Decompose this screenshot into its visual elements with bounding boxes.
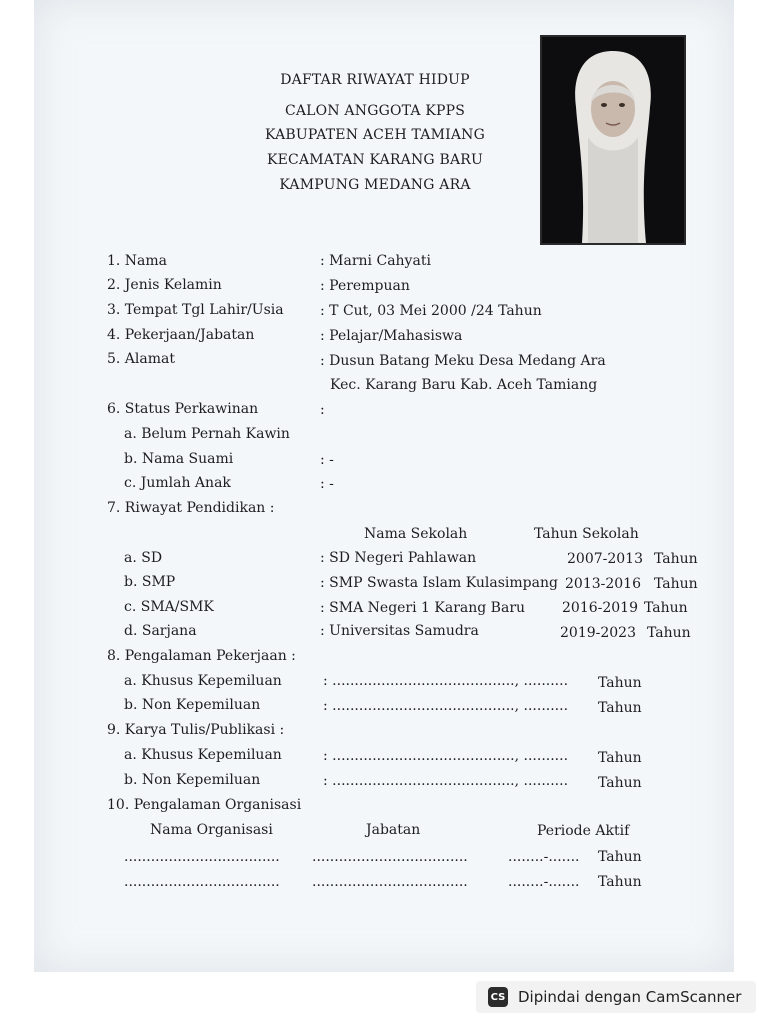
status-b-label: b. Nama Suami <box>124 451 234 467</box>
col-jabatan: Jabatan <box>366 822 421 838</box>
edu-years: 2019-2023 <box>560 625 636 641</box>
status-c-label: c. Jumlah Anak <box>124 475 231 491</box>
ttl-value: : T Cut, 03 Mei 2000 /24 Tahun <box>320 303 542 319</box>
ttl-label: 3. Tempat Tgl Lahir/Usia <box>107 302 284 318</box>
karya-label: 9. Karya Tulis/Publikasi : <box>107 722 285 738</box>
organisasi-label: 10. Pengalaman Organisasi <box>107 797 302 813</box>
edu-school: : SD Negeri Pahlawan <box>320 550 477 566</box>
header-line-2: CALON ANGGOTA KPPS <box>284 103 466 119</box>
edu-level: c. SMA/SMK <box>124 599 214 615</box>
jenis-kelamin-value: : Perempuan <box>320 278 410 294</box>
status-b-value: : - <box>320 452 334 468</box>
header-line-3: KABUPATEN ACEH TAMIANG <box>265 127 486 143</box>
pengalaman-a-unit: Tahun <box>598 675 642 691</box>
karya-a-label: a. Khusus Kepemiluan <box>124 747 282 763</box>
camscanner-label: Dipindai dengan CamScanner <box>518 988 742 1006</box>
edu-school: : Universitas Samudra <box>320 623 479 639</box>
pengalaman-b-blank: : ........................................., .......... <box>323 698 569 714</box>
org-row-2-nama: ................................... <box>124 874 280 890</box>
org-row-2-periode: ........-....... <box>508 874 580 890</box>
org-row-1-jabatan: ................................... <box>312 849 468 865</box>
pendidikan-label: 7. Riwayat Pendidikan : <box>107 500 275 516</box>
pengalaman-label: 8. Pengalaman Pekerjaan : <box>107 648 296 664</box>
edu-years: 2013-2016 <box>565 576 641 592</box>
org-row-1-nama: ................................... <box>124 849 280 865</box>
status-label: 6. Status Perkawinan <box>107 401 259 417</box>
org-row-1-unit: Tahun <box>598 849 642 865</box>
nama-label: 1. Nama <box>107 253 168 269</box>
pekerjaan-value: : Pelajar/Mahasiswa <box>320 328 463 344</box>
status-colon: : <box>320 402 325 418</box>
pengalaman-b-unit: Tahun <box>598 700 642 716</box>
edu-unit: Tahun <box>644 600 688 616</box>
edu-years: 2016-2019 <box>562 600 638 616</box>
org-row-2-unit: Tahun <box>598 874 642 890</box>
karya-b-unit: Tahun <box>598 775 642 791</box>
edu-level: d. Sarjana <box>124 623 197 639</box>
karya-b-blank: : ........................................., .......... <box>323 773 569 789</box>
karya-b-label: b. Non Kepemiluan <box>124 772 261 788</box>
col-periode-aktif: Periode Aktif <box>537 823 630 839</box>
camscanner-badge <box>476 981 756 1013</box>
nama-value: : Marni Cahyati <box>320 253 431 269</box>
jenis-kelamin-label: 2. Jenis Kelamin <box>107 277 222 293</box>
edu-level: b. SMP <box>124 574 176 590</box>
edu-unit: Tahun <box>647 625 691 641</box>
alamat-value-2: Kec. Karang Baru Kab. Aceh Tamiang <box>330 377 598 393</box>
pengalaman-a-label: a. Khusus Kepemiluan <box>124 673 282 689</box>
edu-unit: Tahun <box>654 576 698 592</box>
edu-school: : SMP Swasta Islam Kulasimpang <box>320 575 558 591</box>
status-a-label: a. Belum Pernah Kawin <box>124 426 290 442</box>
pengalaman-b-label: b. Non Kepemiluan <box>124 697 261 713</box>
alamat-label: 5. Alamat <box>107 351 175 367</box>
camscanner-icon: CS <box>488 987 508 1007</box>
karya-a-unit: Tahun <box>598 750 642 766</box>
profile-photo <box>540 35 686 245</box>
karya-a-blank: : ........................................., .......... <box>323 748 569 764</box>
col-nama-sekolah: Nama Sekolah <box>364 526 468 542</box>
edu-level: a. SD <box>124 550 163 566</box>
status-c-value: : - <box>320 476 334 492</box>
header-line-4: KECAMATAN KARANG BARU <box>266 152 484 168</box>
header-line-5: KAMPUNG MEDANG ARA <box>279 177 471 193</box>
col-tahun-sekolah: Tahun Sekolah <box>534 526 639 542</box>
pengalaman-a-blank: : ........................................., .......... <box>323 673 569 689</box>
edu-unit: Tahun <box>654 551 698 567</box>
org-row-1-periode: ........-....... <box>508 849 580 865</box>
doc-title: DAFTAR RIWAYAT HIDUP <box>280 72 470 88</box>
col-nama-organisasi: Nama Organisasi <box>150 822 273 838</box>
edu-school: : SMA Negeri 1 Karang Baru <box>320 600 526 616</box>
edu-years: 2007-2013 <box>567 551 643 567</box>
pekerjaan-label: 4. Pekerjaan/Jabatan <box>107 327 255 343</box>
org-row-2-jabatan: ................................... <box>312 874 468 890</box>
alamat-value-1: : Dusun Batang Meku Desa Medang Ara <box>320 353 606 369</box>
